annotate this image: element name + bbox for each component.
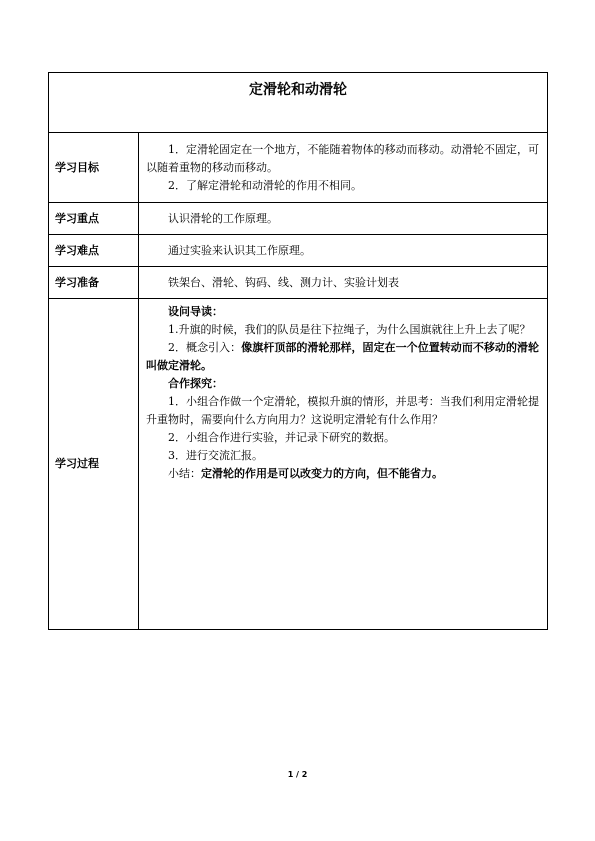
- title-cell: [49, 73, 548, 133]
- coop-step-3: 3．进行交流汇报。: [168, 449, 263, 462]
- prep-label: 学习准备: [49, 267, 139, 299]
- process-content: [139, 299, 548, 630]
- prep-content: [139, 267, 548, 299]
- concept-definition: 像旗杆顶部的滑轮那样，固定在一个位置转动而不移动的滑轮叫做定滑轮。: [146, 341, 540, 372]
- title-row: [49, 73, 548, 133]
- focus-text: 认识滑轮的工作原理。: [168, 211, 278, 225]
- goal-row: [49, 133, 548, 203]
- goal-item-1: 1．定滑轮固定在一个地方，不能随着物体的移动而移动。动滑轮不固定，可以随着重物的移动而移动。: [146, 142, 539, 174]
- focus-row: [49, 203, 548, 235]
- process-label: 学习过程: [49, 299, 139, 630]
- goal-label: 学习目标: [49, 133, 139, 203]
- summary-prefix: 小结：: [168, 467, 201, 480]
- coop-step-1: 1．小组合作做一个定滑轮，模拟升旗的情形，并思考：当我们利用定滑轮提升重物时，需要向什么方向用力？这说明定滑轮有什么作用？: [146, 395, 539, 426]
- process-row: [49, 299, 548, 630]
- difficulty-label: 学习难点: [49, 235, 139, 267]
- page-number: 1 / 2: [287, 770, 308, 779]
- concept-prefix: 2．概念引入：: [168, 341, 242, 354]
- goal-item-2: 2．了解定滑轮和动滑轮的作用不相同。: [168, 178, 362, 192]
- difficulty-content: [139, 235, 548, 267]
- page-title: 定滑轮和动滑轮: [249, 82, 347, 98]
- coop-heading: 合作探究：: [168, 377, 223, 390]
- goal-content: [139, 133, 548, 203]
- difficulty-row: [49, 235, 548, 267]
- prep-row: [49, 267, 548, 299]
- focus-label: 学习重点: [49, 203, 139, 235]
- difficulty-text: 通过实验来认识其工作原理。: [168, 243, 311, 257]
- coop-step-2: 2．小组合作进行实验，并记录下研究的数据。: [168, 431, 395, 444]
- summary-conclusion: 定滑轮的作用是可以改变力的方向，但不能省力。: [201, 467, 443, 480]
- summary: [146, 465, 539, 483]
- question-2: [146, 339, 539, 375]
- intro-heading: 设问导读：: [168, 305, 223, 318]
- question-1: 1.升旗的时候，我们的队员是往下拉绳子，为什么国旗就往上升上去了呢？: [168, 323, 531, 336]
- prep-text: 铁架台、滑轮、钩码、线、测力计、实验计划表: [168, 275, 399, 289]
- lesson-plan-table: [48, 72, 548, 630]
- focus-content: [139, 203, 548, 235]
